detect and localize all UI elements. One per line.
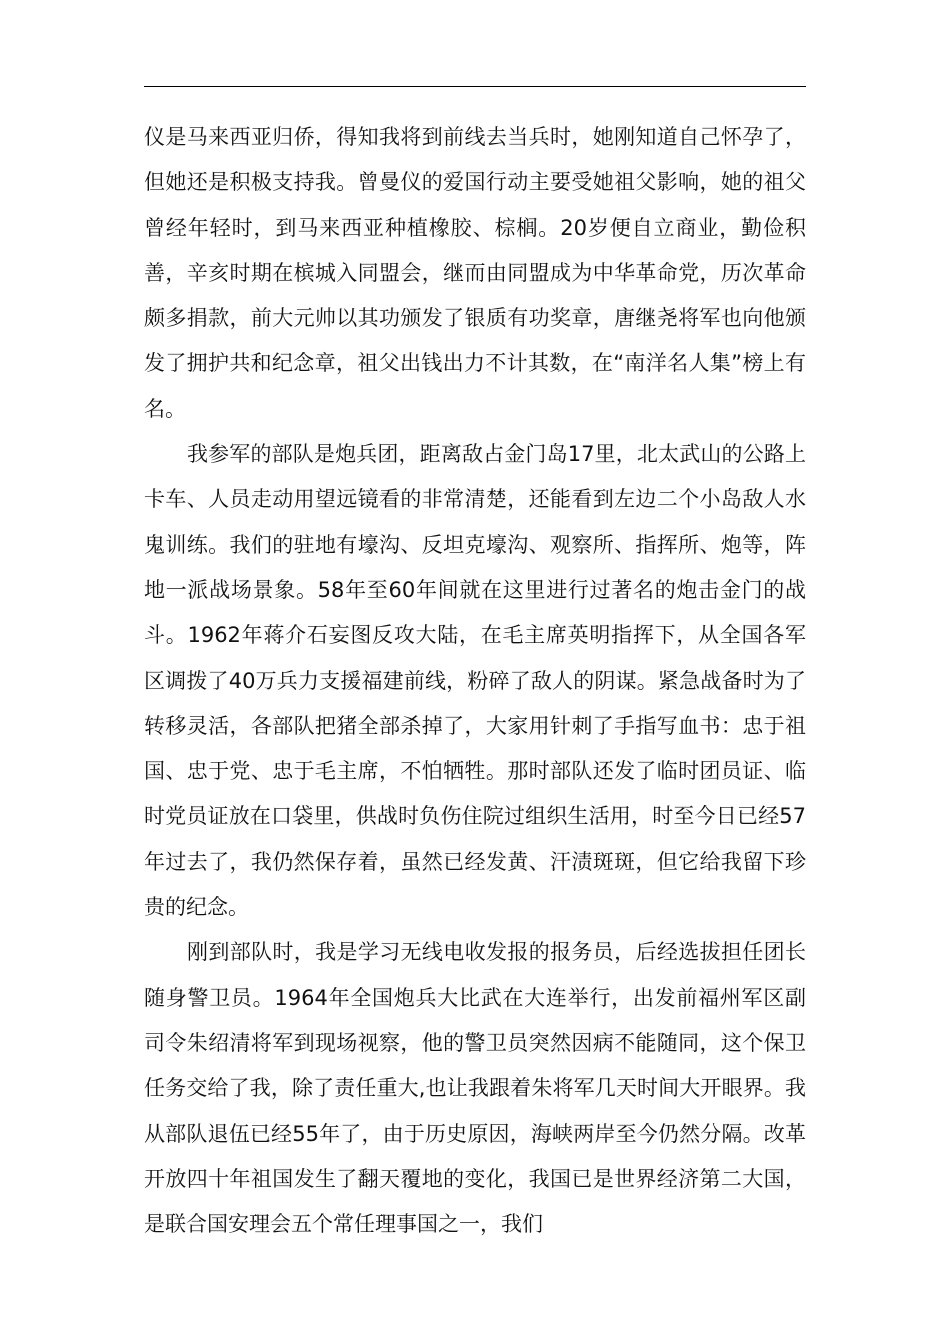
paragraph-2: 我参军的部队是炮兵团，距离敌占金门岛17里，北太武山的公路上卡车、人员走动用望远镜看的非常清楚，还能看到左边二个小岛敌人水鬼训练。我们的驻地有壕沟、反坦克壕沟、观察所、指挥所、炮等，阵地一派战场景象。58年至60年间就在这里进行过著名的炮击金门的战斗。1962年蒋介石妄图反攻大陆，在毛主席英明指挥下，从全国各军区调拨了40万兵力支援福建前线，粉碎了敌人的阴谋。紧急战备时为了转移灵活，各部队把猪全部杀掉了，大家用针刺了手指写血书：忠于祖国、忠于党、忠于毛主席，不怕牺牲。那时部队还发了临时团员证、临时党员证放在口袋里，供战时负伤住院过组织生活用，时至今日已经57年过去了，我仍然保存着，虽然已经发黄、汗渍斑斑，但它给我留下珍贵的纪念。: [144, 442, 806, 920]
paragraph-1: 仪是马来西亚归侨，得知我将到前线去当兵时，她刚知道自己怀孕了，但她还是积极支持我。曾曼仪的爱国行动主要受她祖父影响，她的祖父曾经年轻时，到马来西亚种植橡胶、棕榈。20岁便自立商业，勤俭积善，辛亥时期在槟城入同盟会，继而由同盟成为中华革命党，历次革命颇多捐款，前大元帅以其功颁发了银质有功奖章，唐继尧将军也向他颁发了拥护共和纪念章，祖父出钱出力不计其数，在“南洋名人集”榜上有名。: [144, 125, 806, 421]
body-text: [144, 115, 806, 1247]
paragraph-3: 刚到部队时，我是学习无线电收发报的报务员，后经选拔担任团长随身警卫员。1964年全国炮兵大比武在大连举行，出发前福州军区副司令朱绍清将军到现场视察，他的警卫员突然因病不能随同，这个保卫任务交给了我，除了责任重大,也让我跟着朱将军几天时间大开眼界。我从部队退伍已经55年了，由于历史原因，海峡两岸至今仍然分隔。改革开放四十年祖国发生了翻天覆地的变化，我国已是世界经济第二大国，是联合国安理会五个常任理事国之一，我们: [144, 940, 806, 1237]
header-rule: [144, 86, 806, 87]
